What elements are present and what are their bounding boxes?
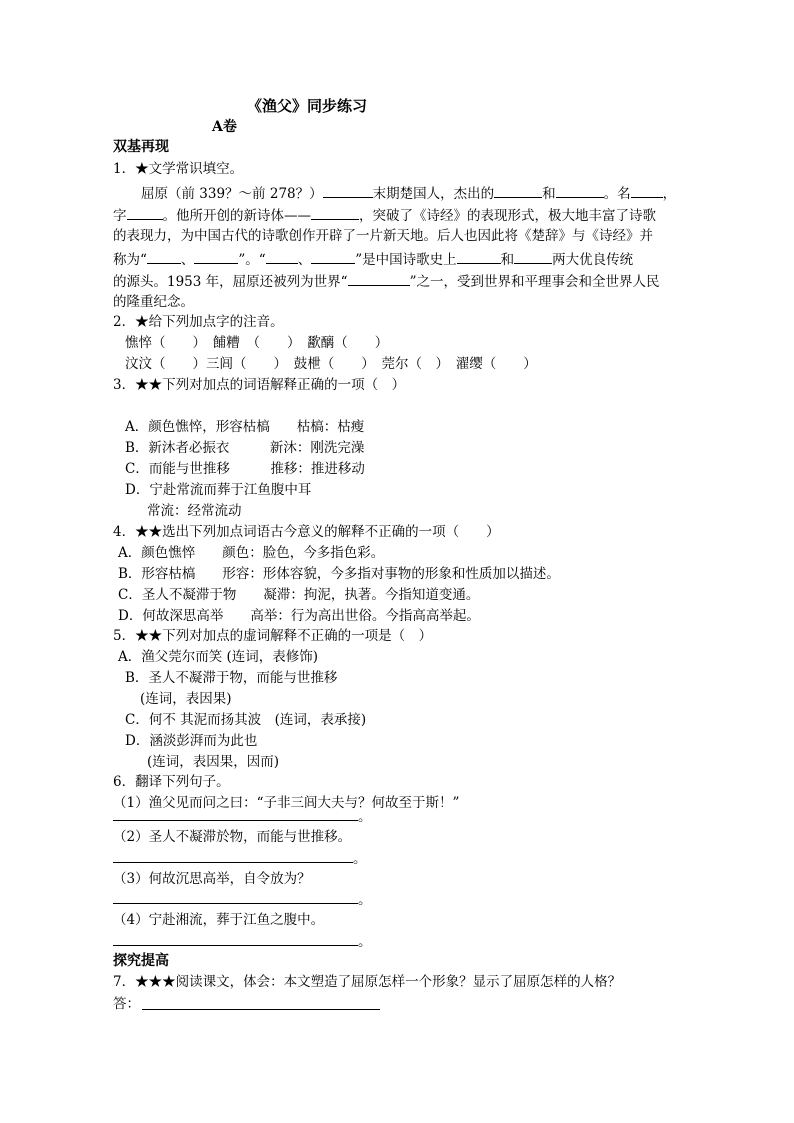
answer-blank[interactable] bbox=[494, 183, 542, 198]
answer-blank[interactable] bbox=[127, 205, 163, 220]
question-7-answer-label: 答： bbox=[113, 996, 140, 1012]
question-2-heading: 2．★给下列加点字的注音。 bbox=[113, 314, 284, 330]
question-7-answer-line[interactable] bbox=[142, 1009, 380, 1010]
answer-line-4-period: 。 bbox=[358, 934, 372, 950]
sentence-4: （4）宁赴湘流，葬于江鱼之腹中。 bbox=[113, 912, 325, 928]
question-3-option-d-note: 常流：经常流动 bbox=[147, 503, 242, 519]
question-4-option-b: B．形容枯槁 形容：形体容貌，今多指对事物的形象和性质加以描述。 bbox=[118, 566, 560, 582]
question-3-heading: 3．★★下列对加点的词语解释正确的一项（ ） bbox=[113, 377, 406, 393]
question-3-option-a: A．颜色憔悴，形容枯槁 枯槁：枯瘦 bbox=[125, 419, 365, 435]
answer-line-2-period: 。 bbox=[353, 851, 367, 867]
question-3-option-b: B．新沐者必振衣 新沐：刚洗完澡 bbox=[125, 440, 365, 456]
question-2-row-1: 憔悴（ ） 餔糟 （ ） 歠醨（ ） bbox=[125, 335, 389, 351]
answer-line-4[interactable] bbox=[113, 945, 358, 946]
question-4-heading: 4．★★选出下列加点词语古今意义的解释不正确的一项（ ） bbox=[113, 524, 500, 540]
question-5-option-b: B．圣人不凝滞于物，而能与世推移 bbox=[125, 670, 338, 686]
answer-blank[interactable] bbox=[556, 183, 604, 198]
question-3-option-c: C．而能与世推移 推移：推进移动 bbox=[125, 461, 365, 477]
sentence-1: （1）渔父见而问之曰：“子非三闾大夫与？何故至于斯！” bbox=[113, 795, 460, 811]
question-4-option-c: C．圣人不凝滞于物 凝滞：拘泥，执著。今指知道变通。 bbox=[118, 587, 480, 603]
page-title: 《渔父》同步练习 bbox=[247, 97, 368, 115]
question-5-option-d: D．涵淡彭湃而为此也 bbox=[125, 733, 258, 749]
question-4-option-d: D．何故深思高举 高举：行为高出世俗。今指高高举起。 bbox=[118, 608, 480, 624]
question-1-line-1: 屈原（前 339？～前 278？） 末期楚国人，杰出的 和 。名 ， bbox=[141, 183, 676, 203]
answer-blank[interactable] bbox=[457, 249, 501, 264]
answer-line-3-period: 。 bbox=[358, 892, 372, 908]
section-heading-basics: 双基再现 bbox=[113, 139, 169, 155]
question-1-line-4: 称为“ 、 ”。“ 、 ”是中国诗歌史上 和 两大优良传统 bbox=[113, 249, 633, 269]
answer-blank[interactable] bbox=[311, 205, 359, 220]
question-1-line-3: 的表现力，为中国古代的诗歌创作开辟了一片新天地。后人也因此将《楚辞》与《诗经》并 bbox=[113, 228, 653, 244]
question-5-option-d-note: (连词，表因果，因而) bbox=[147, 754, 280, 770]
answer-line-2[interactable] bbox=[113, 862, 353, 863]
answer-blank[interactable] bbox=[348, 271, 410, 286]
paper-subtitle: A卷 bbox=[212, 119, 237, 135]
question-2-row-2: 汶汶（ ）三闾（ ） 鼓枻（ ） 莞尔（ ） 濯缨（ ） bbox=[125, 356, 537, 372]
question-5-heading: 5．★★下列对加点的虚词解释不正确的一项是（ ） bbox=[113, 628, 433, 644]
question-5-option-b-note: (连词，表因果) bbox=[140, 691, 232, 707]
sentence-3: （3）何故沉思高举，自令放为？ bbox=[113, 871, 311, 887]
answer-blank[interactable] bbox=[514, 249, 552, 264]
question-1-line-2: 字 。他所开创的新诗体—— ，突破了《诗经》的表现形式，极大地丰富了诗歌 bbox=[113, 205, 656, 225]
question-1-line-5: 的源头。1953 年，屈原还被列为世界“ ”之一，受到世界和平理事会和全世界人民 bbox=[113, 271, 659, 291]
answer-blank[interactable] bbox=[147, 249, 181, 264]
answer-blank[interactable] bbox=[323, 183, 373, 198]
question-5-option-c: C．何不 其泥而扬其波 (连词，表承接) bbox=[125, 712, 367, 728]
question-1-line-6: 的隆重纪念。 bbox=[113, 294, 194, 310]
answer-blank[interactable] bbox=[194, 249, 238, 264]
section-heading-exploration: 探究提高 bbox=[113, 953, 169, 969]
answer-line-1[interactable] bbox=[113, 820, 358, 821]
question-1-heading: 1．★文学常识填空。 bbox=[113, 161, 244, 177]
question-6-heading: 6．翻译下列句子。 bbox=[113, 774, 230, 790]
question-3-option-d: D．宁赴常流而葬于江鱼腹中耳 bbox=[125, 482, 312, 498]
question-5-option-a: A．渔父莞尔而笑 (连词，表修饰) bbox=[118, 649, 319, 665]
question-4-option-a: A．颜色憔悴 颜色：脸色，今多指色彩。 bbox=[118, 545, 385, 561]
answer-blank[interactable] bbox=[266, 249, 298, 264]
question-7-heading: 7．★★★阅读课文，体会：本文塑造了屈原怎样一个形象？显示了屈原怎样的人格？ bbox=[113, 974, 622, 990]
sentence-2: （2）圣人不凝滞於物，而能与世推移。 bbox=[113, 829, 352, 845]
answer-blank[interactable] bbox=[631, 183, 663, 198]
answer-line-1-period: 。 bbox=[358, 809, 372, 825]
answer-line-3[interactable] bbox=[113, 903, 358, 904]
answer-blank[interactable] bbox=[311, 249, 355, 264]
